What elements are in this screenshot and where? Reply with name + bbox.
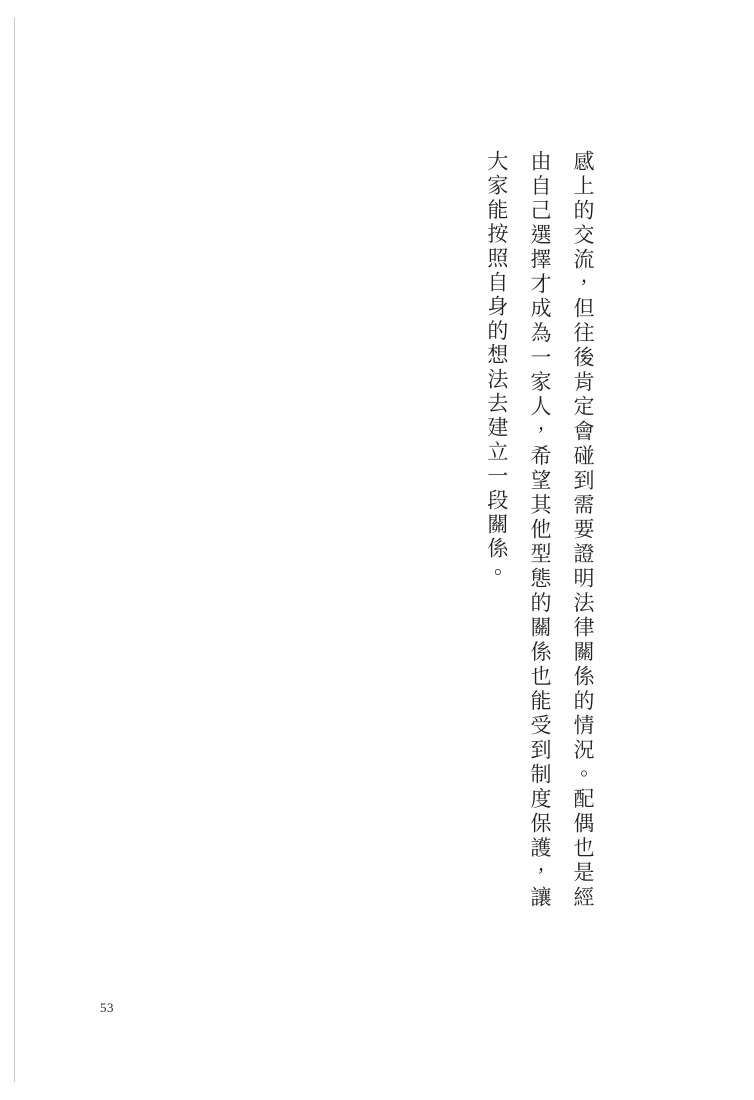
vertical-body-text: [475, 150, 604, 910]
gutter-rule: [14, 18, 15, 1082]
page-number: 53: [100, 1000, 114, 1015]
body-paragraph: 感上的交流，但往後肯定會碰到需要證明法律關係的情況。配偶也是經由自己選擇才成為一家人，希望其他型態的關係也能受到制度保護，讓大家能按照自身的想法去建立一段關係。: [484, 150, 595, 910]
